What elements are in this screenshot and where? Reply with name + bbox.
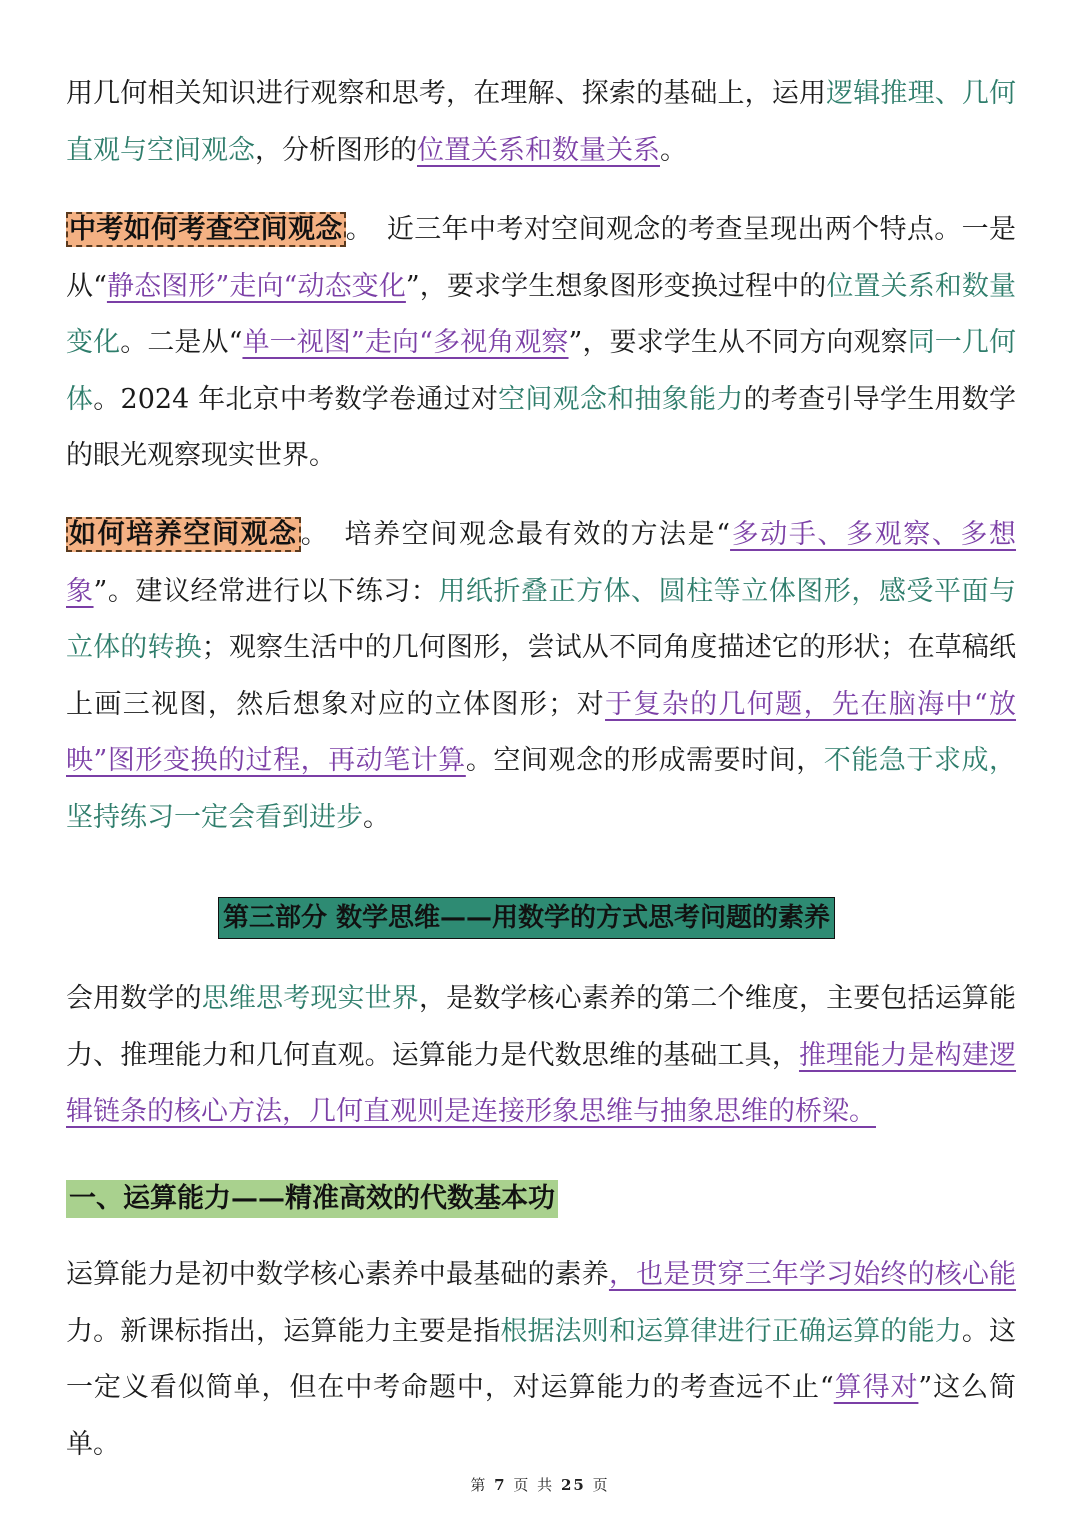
highlight-text: 空间观念和抽象能力 [498, 383, 744, 415]
current-page-number: 7 [494, 1476, 507, 1494]
highlight-text: 不能急于求成，坚持练习一定会看到进步 [66, 745, 1017, 833]
underlined-text: 静态图形”走向“动态变化 [106, 270, 406, 302]
underlined-text: 算得对 [833, 1372, 919, 1403]
paragraph-cultivate-spatial: 如何培养空间观念 。 培养空间观念最有效的方法是“多动手、多观察、多想象”。建议经常进行以下练习：用纸折叠正方体、圆柱等立体图形，感受平面与立体的转换；观察生活中的几何图形，尝试从不同角度描述它的形状；在草稿纸上画三视图，然后想象对应的立体图形；对于复杂的几何题，先在脑海中“放映”图形变换的过程，再动笔计算。空间观念的形成需要时间，不能急于求成，坚持练习一定会看到进步。 [66, 519, 1017, 833]
underlined-text: 位置关系和数量关系 [417, 134, 660, 166]
underlined-text: 多动手、多观察、多想象 [66, 519, 1017, 607]
page-footer: 第 7 页 共 25 页 [470, 1476, 610, 1494]
paragraph-exam-spatial: 中考如何考查空间观念 。 近三年中考对空间观念的考查呈现出两个特点。一是从“静态图形”走向“动态变化”，要求学生想象图形变换过程中的位置关系和数量变化。二是从“单一视图”走向“多视角观察”，要求学生从不同方向观察同一几何体。2024 年北京中考数学卷通过对空间观念和抽象能力的考查引导学生用数学的眼光观察现实世界。 [66, 214, 1017, 471]
underlined-text: 推理能力是构建逻辑链条的核心方法，几何直观则是连接形象思维与抽象思维的桥梁。 [66, 1039, 1017, 1127]
highlight-text: 根据法则和运算律进行正确运算的能力 [500, 1315, 962, 1347]
section-label: 中考如何考查空间观念 [66, 212, 346, 247]
highlight-text: 思维思考现实世界 [201, 983, 419, 1014]
paragraph-geometry-intuition: 用几何相关知识进行观察和思考，在理解、探索的基础上，运用逻辑推理、几何直观与空间观念，分析图形的位置关系和数量关系。 [66, 78, 1017, 166]
paragraph-computation: 运算能力是初中数学核心素养中最基础的素养，也是贯穿三年学习始终的核心能力。新课标指出，运算能力主要是指根据法则和运算律进行正确运算的能力。这一定义看似简单，但在中考命题中，对运算能力的考查远不止“算得对”这么简单。 [66, 1259, 1017, 1460]
section-heading: 第三部分 数学思维——用数学的方式思考问题的素养 [218, 897, 835, 939]
highlight-text: 同一几何体 [66, 327, 1017, 415]
underlined-text: 单一视图”走向“多视角观察 [242, 327, 569, 358]
highlight-text: 用纸折叠正方体、圆柱等立体图形，感受平面与立体的转换 [66, 575, 1017, 663]
paragraph-math-thinking: 会用数学的思维思考现实世界，是数学核心素养的第二个维度，主要包括运算能力、推理能力和几何直观。运算能力是代数思维的基础工具，推理能力是构建逻辑链条的核心方法，几何直观则是连接形象思维与抽象思维的桥梁。 [66, 983, 1017, 1127]
underlined-text: 于复杂的几何题，先在脑海中“放映”图形变换的过程，再动笔计算 [66, 688, 1017, 776]
section-label: 如何培养空间观念 [66, 517, 301, 552]
underlined-text: ，也是贯穿三年学习始终的核心能 [608, 1259, 1017, 1290]
highlight-text: 逻辑推理、几何直观与空间观念 [66, 78, 1017, 166]
subsection-heading: 一、运算能力——精准高效的代数基本功 [66, 1180, 558, 1218]
total-page-count: 25 [560, 1476, 586, 1494]
highlight-text: 位置关系和数量变化 [66, 270, 1017, 358]
